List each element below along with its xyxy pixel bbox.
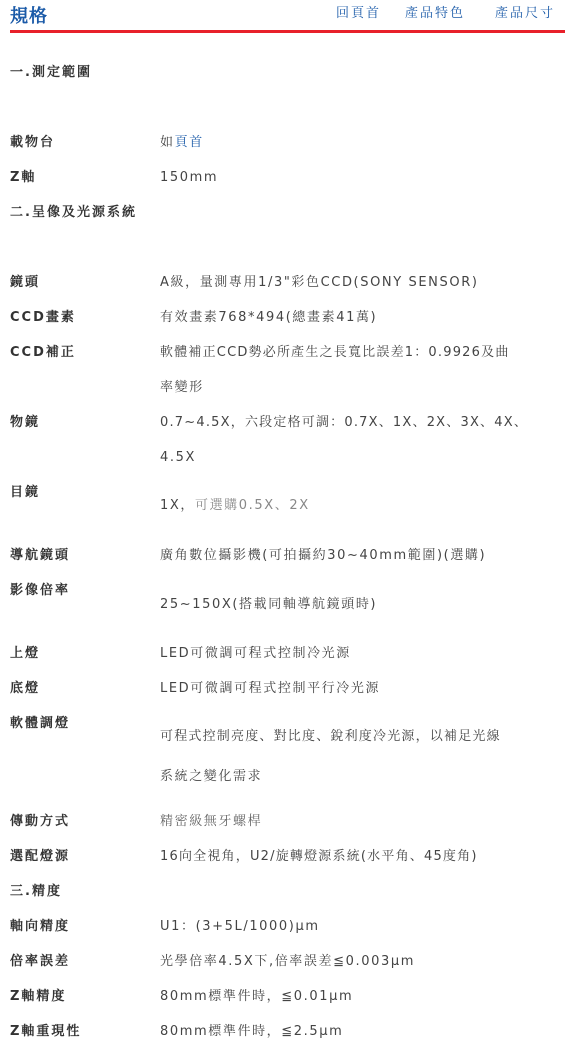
top-page-link[interactable]: 頁首 — [174, 135, 204, 150]
spec-value-line: 率變形 — [160, 380, 204, 395]
spec-value-line: 可程式控制亮度、對比度、銳利度冷光源，以補足光線 — [160, 729, 501, 744]
spec-value: 16向全視角，U2/旋轉燈源系統(水平角、45度角) — [160, 849, 478, 864]
spec-label: 選配燈源 — [10, 849, 71, 864]
spec-label: 物鏡 — [10, 415, 41, 430]
spec-value — [160, 405, 552, 475]
spec-value: LED可微調可程式控制冷光源 — [160, 646, 351, 661]
spec-label: Z軸 — [10, 170, 37, 185]
section-measuring-range: 一.測定範圍 — [10, 65, 92, 80]
spec-label: CCD補正 — [10, 345, 76, 360]
spec-value: 25~150X(搭載同軸導航鏡頭時) — [160, 597, 378, 612]
spec-value: 150mm — [160, 170, 219, 185]
spec-label: 影像倍率 — [10, 583, 71, 598]
nav-link-home[interactable]: 回頁首 — [336, 6, 382, 21]
spec-value: LED可微調可程式控制平行冷光源 — [160, 681, 381, 696]
title-divider — [10, 30, 565, 33]
spec-value — [160, 335, 552, 405]
nav-link-features[interactable]: 產品特色 — [405, 6, 466, 21]
spec-value: 有效畫素768*494(總畫素41萬) — [160, 310, 378, 325]
spec-value-option: 可選購0.5X、2X — [194, 498, 310, 513]
nav-link-size[interactable]: 產品尺寸 — [495, 6, 556, 21]
spec-value-prefix: 如 — [160, 135, 175, 150]
section-imaging-lighting: 二.呈像及光源系統 — [10, 205, 137, 220]
spec-label: 目鏡 — [10, 485, 41, 500]
spec-value-line: 軟體補正CCD勢必所產生之長寬比誤差1：0.9926及曲 — [160, 345, 510, 360]
page-title: 規格 — [10, 6, 48, 27]
spec-label: 底燈 — [10, 681, 41, 696]
spec-label: Z軸精度 — [10, 989, 67, 1004]
spec-value: 80mm標準件時，≦2.5μm — [160, 1024, 344, 1039]
header — [10, 0, 565, 32]
spec-value: U1：(3+5L/1000)μm — [160, 919, 320, 934]
spec-value — [160, 125, 552, 160]
spec-label: 鏡頭 — [10, 275, 41, 290]
spec-value: 精密級無牙螺桿 — [160, 814, 263, 829]
spec-label: Z軸重現性 — [10, 1024, 82, 1039]
spec-label: 載物台 — [10, 135, 56, 150]
spec-label: 倍率誤差 — [10, 954, 71, 969]
spec-label: 上燈 — [10, 646, 41, 661]
spec-label: 軟體調燈 — [10, 716, 71, 731]
spec-value-line: 0.7~4.5X，六段定格可調：0.7X、1X、2X、3X、4X、 — [160, 415, 529, 430]
spec-value: 80mm標準件時，≦0.01μm — [160, 989, 354, 1004]
spec-value: 廣角數位攝影機(可拍攝約30~40mm範圍)(選購) — [160, 548, 487, 563]
spec-value: 光學倍率4.5X下,倍率誤差≦0.003μm — [160, 954, 415, 969]
spec-label: CCD畫素 — [10, 310, 76, 325]
section-accuracy: 三.精度 — [10, 884, 62, 899]
spec-value-line: 系統之變化需求 — [160, 769, 263, 784]
spec-label: 傳動方式 — [10, 814, 71, 829]
spec-value-line: 4.5X — [160, 450, 196, 465]
spec-value-main: 1X， — [160, 498, 195, 513]
spec-label: 導航鏡頭 — [10, 548, 71, 563]
spec-value — [160, 488, 552, 523]
spec-label: 軸向精度 — [10, 919, 71, 934]
spec-value — [160, 717, 552, 797]
spec-value: A級，量測專用1/3"彩色CCD(SONY SENSOR) — [160, 275, 479, 290]
